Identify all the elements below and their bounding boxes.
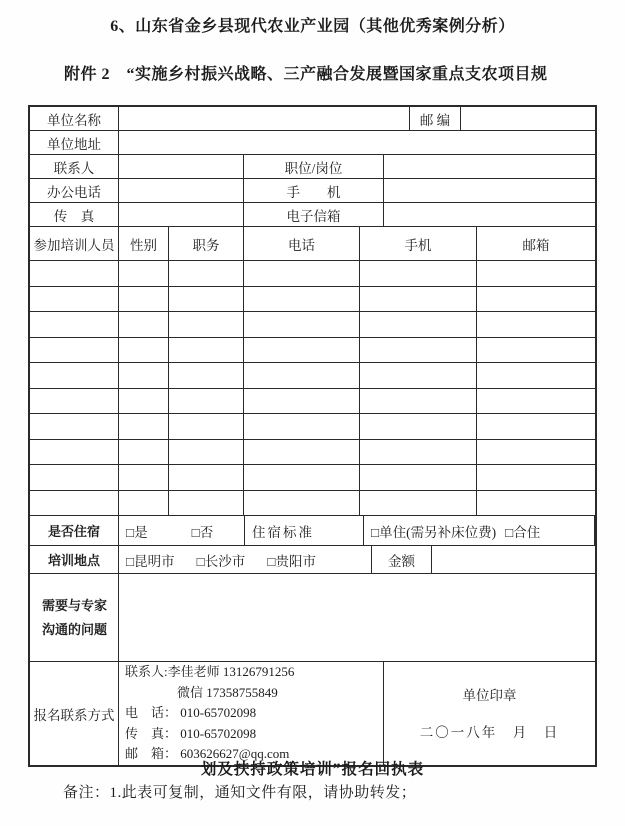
participants-empty-rows xyxy=(30,261,595,516)
participant-cell[interactable] xyxy=(30,312,119,337)
contact-person-input[interactable] xyxy=(119,155,244,178)
accommodation-type-cell xyxy=(364,516,595,545)
participant-cell[interactable] xyxy=(30,261,119,286)
unit-name-label: 单位名称 xyxy=(30,107,119,130)
participant-cell[interactable] xyxy=(169,491,244,516)
participant-cell[interactable] xyxy=(244,491,360,516)
participant-cell[interactable] xyxy=(360,312,477,337)
mobile-label: 手 机 xyxy=(244,179,384,202)
participant-empty-row xyxy=(30,465,595,491)
expert-questions-row xyxy=(30,574,595,662)
participant-cell[interactable] xyxy=(30,287,119,312)
accommodation-yes-checkbox[interactable]: □是 xyxy=(126,524,148,540)
participant-cell[interactable] xyxy=(169,389,244,414)
participant-cell[interactable] xyxy=(169,338,244,363)
participant-cell[interactable] xyxy=(169,440,244,465)
participant-cell[interactable] xyxy=(169,261,244,286)
training-location-label: 培训地点 xyxy=(30,546,119,573)
accommodation-standard-label: 住宿标准 xyxy=(245,516,364,545)
unit-stamp-label: 单位印章 xyxy=(462,688,517,704)
participant-cell[interactable] xyxy=(119,312,169,337)
fax-label: 传 真 xyxy=(30,203,119,226)
registration-contact-row xyxy=(30,662,595,765)
participant-cell[interactable] xyxy=(360,363,477,388)
participant-cell[interactable] xyxy=(119,440,169,465)
expert-questions-input[interactable] xyxy=(119,574,595,661)
registration-contact-details xyxy=(119,662,384,765)
accommodation-shared-checkbox[interactable]: □合住 xyxy=(505,524,541,540)
participant-cell[interactable] xyxy=(477,389,595,414)
participants-header-row xyxy=(30,227,595,261)
expert-questions-label xyxy=(30,574,119,661)
training-location-options-cell xyxy=(119,546,372,573)
participant-cell[interactable] xyxy=(30,363,119,388)
participant-empty-row xyxy=(30,261,595,287)
participant-cell[interactable] xyxy=(477,312,595,337)
participant-cell[interactable] xyxy=(30,389,119,414)
participant-cell[interactable] xyxy=(119,261,169,286)
expert-questions-label-line2: 沟通的问题 xyxy=(42,621,108,637)
participant-cell[interactable] xyxy=(30,338,119,363)
registration-contact-line: 联系人:李佳老师 13126791256 xyxy=(125,664,295,680)
office-phone-input[interactable] xyxy=(119,179,244,202)
amount-input[interactable] xyxy=(432,546,595,573)
location-changsha-checkbox[interactable]: □长沙市 xyxy=(196,553,246,569)
email-input[interactable] xyxy=(384,203,595,226)
registration-form-table xyxy=(28,105,597,767)
footer-title: 划及扶持政策培训”报名回执表 xyxy=(200,761,425,778)
note-text: 备注：1.此表可复制，通知文件有限，请协助转发； xyxy=(63,785,417,801)
participant-cell[interactable] xyxy=(360,465,477,490)
participant-cell[interactable] xyxy=(30,465,119,490)
participant-cell[interactable] xyxy=(244,287,360,312)
participants-header-name: 参加培训人员 xyxy=(30,227,119,260)
unit-name-row xyxy=(30,107,595,131)
attachment-title: 附件 2 “实施乡村振兴战略、三产融合发展暨国家重点支农项目规 xyxy=(64,66,548,83)
expert-questions-label-line1: 需要与专家 xyxy=(42,597,108,613)
participant-cell[interactable] xyxy=(244,261,360,286)
participant-cell[interactable] xyxy=(477,261,595,286)
location-kunming-checkbox[interactable]: □昆明市 xyxy=(126,553,175,569)
participants-header-gender: 性别 xyxy=(119,227,169,260)
participant-cell[interactable] xyxy=(244,465,360,490)
participant-cell[interactable] xyxy=(169,312,244,337)
participant-cell[interactable] xyxy=(119,338,169,363)
amount-label: 金额 xyxy=(372,546,432,573)
mobile-input[interactable] xyxy=(384,179,595,202)
participant-cell[interactable] xyxy=(360,261,477,286)
participant-cell[interactable] xyxy=(119,414,169,439)
office-phone-label: 办公电话 xyxy=(30,179,119,202)
participant-cell[interactable] xyxy=(477,363,595,388)
participant-cell[interactable] xyxy=(477,287,595,312)
participant-cell[interactable] xyxy=(477,440,595,465)
participant-cell[interactable] xyxy=(360,338,477,363)
location-guiyang-checkbox[interactable]: □贵阳市 xyxy=(267,553,316,569)
participant-cell[interactable] xyxy=(169,363,244,388)
postcode-label: 邮 编 xyxy=(410,107,461,130)
participant-cell[interactable] xyxy=(244,338,360,363)
accommodation-no-checkbox[interactable]: □否 xyxy=(191,524,214,540)
office-phone-row xyxy=(30,179,595,203)
participant-empty-row xyxy=(30,363,595,389)
participant-cell[interactable] xyxy=(477,414,595,439)
participant-empty-row xyxy=(30,440,595,466)
participant-cell[interactable] xyxy=(244,414,360,439)
page-title: 6、山东省金乡县现代农业产业园（其他优秀案例分析） xyxy=(110,18,515,35)
participant-cell[interactable] xyxy=(244,363,360,388)
registration-contact-label: 报名联系方式 xyxy=(30,662,119,765)
participant-cell[interactable] xyxy=(360,287,477,312)
participant-cell[interactable] xyxy=(119,465,169,490)
participants-header-title: 职务 xyxy=(169,227,244,260)
contact-person-row xyxy=(30,155,595,179)
unit-address-row xyxy=(30,131,595,155)
contact-person-label: 联系人 xyxy=(30,155,119,178)
participant-empty-row xyxy=(30,287,595,313)
accommodation-yes-no-cell xyxy=(119,516,245,545)
participant-empty-row xyxy=(30,491,595,517)
participant-cell[interactable] xyxy=(169,287,244,312)
stamp-date-line: 二〇一八年 月 日 xyxy=(419,724,560,740)
fax-input[interactable] xyxy=(119,203,244,226)
accommodation-single-checkbox[interactable]: □单住(需另补床位费) xyxy=(371,524,497,540)
participant-cell[interactable] xyxy=(477,465,595,490)
participant-cell[interactable] xyxy=(244,312,360,337)
participant-cell[interactable] xyxy=(30,440,119,465)
registration-contact-line: 邮 箱： 603626627@qq.com xyxy=(125,746,290,762)
participant-cell[interactable] xyxy=(244,389,360,414)
unit-name-input[interactable] xyxy=(119,107,410,130)
participant-cell[interactable] xyxy=(119,389,169,414)
participant-cell[interactable] xyxy=(360,389,477,414)
unit-address-label: 单位地址 xyxy=(30,131,119,154)
registration-contact-line: 传 真： 010-65702098 xyxy=(125,725,257,741)
participant-cell[interactable] xyxy=(360,440,477,465)
participant-cell[interactable] xyxy=(360,414,477,439)
unit-address-input[interactable] xyxy=(119,131,595,154)
participant-empty-row xyxy=(30,414,595,440)
participant-cell[interactable] xyxy=(119,287,169,312)
participants-header-phone: 电话 xyxy=(244,227,360,260)
participant-cell[interactable] xyxy=(30,491,119,516)
participant-cell[interactable] xyxy=(244,440,360,465)
participant-empty-row xyxy=(30,338,595,364)
email-label: 电子信箱 xyxy=(244,203,384,226)
participant-empty-row xyxy=(30,389,595,415)
position-input[interactable] xyxy=(384,155,595,178)
registration-contact-line: 微信 17358755849 xyxy=(125,684,278,700)
postcode-input[interactable] xyxy=(461,107,595,130)
participant-cell[interactable] xyxy=(119,491,169,516)
participant-cell[interactable] xyxy=(169,414,244,439)
participant-cell[interactable] xyxy=(169,465,244,490)
training-location-row xyxy=(30,546,595,574)
fax-row xyxy=(30,203,595,227)
participant-cell[interactable] xyxy=(119,363,169,388)
participant-cell[interactable] xyxy=(30,414,119,439)
accommodation-label: 是否住宿 xyxy=(30,516,119,545)
participants-header-mobile: 手机 xyxy=(360,227,477,260)
accommodation-row xyxy=(30,516,595,546)
participant-empty-row xyxy=(30,312,595,338)
unit-stamp-cell xyxy=(384,662,595,765)
participants-header-email: 邮箱 xyxy=(522,237,550,253)
participant-cell[interactable] xyxy=(360,491,477,516)
participant-cell[interactable] xyxy=(477,338,595,363)
registration-contact-line: 电 话： 010-65702098 xyxy=(125,705,257,721)
position-label: 职位/岗位 xyxy=(244,155,384,178)
participant-cell[interactable] xyxy=(477,491,595,516)
